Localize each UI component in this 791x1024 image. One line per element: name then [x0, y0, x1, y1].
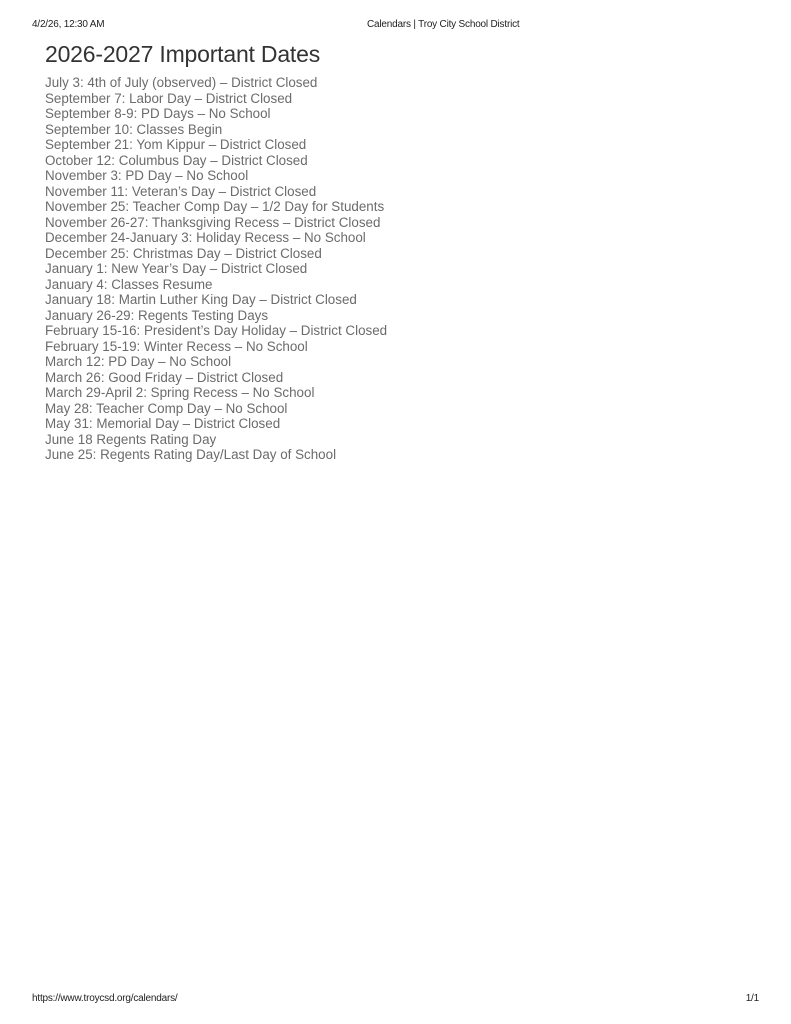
date-item: June 18 Regents Rating Day — [45, 431, 217, 447]
date-item: November 3: PD Day – No School — [45, 168, 249, 183]
date-item: September 10: Classes Begin — [45, 121, 223, 137]
date-item: January 4: Classes Resume — [45, 276, 213, 292]
date-item: March 12: PD Day – No School — [45, 354, 232, 369]
date-item: June 25: Regents Rating Day/Last Day of School — [45, 447, 337, 462]
date-item: March 26: Good Friday – District Closed — [45, 369, 284, 385]
print-page-title: Calendars | Troy City School District — [367, 19, 520, 30]
date-item: May 31: Memorial Day – District Closed — [45, 416, 281, 431]
date-item: February 15-19: Winter Recess – No School — [45, 338, 308, 354]
date-item: March 29-April 2: Spring Recess – No School — [45, 385, 315, 400]
date-item: January 26-29: Regents Testing Days — [45, 307, 269, 323]
date-item: October 12: Columbus Day – District Closed — [45, 152, 308, 168]
date-item: November 25: Teacher Comp Day – 1/2 Day for Students — [45, 199, 385, 214]
print-url: https://www.troycsd.org/calendars/ — [32, 993, 178, 1004]
date-item: January 18: Martin Luther King Day – District Closed — [45, 292, 357, 307]
date-item: July 3: 4th of July (observed) – District Closed — [45, 75, 318, 90]
date-item: December 24-January 3: Holiday Recess – No School — [45, 230, 366, 245]
date-item: September 21: Yom Kippur – District Closed — [45, 137, 307, 152]
date-item: December 25: Christmas Day – District Closed — [45, 245, 322, 261]
date-item: September 7: Labor Day – District Closed — [45, 90, 293, 106]
print-footer — [0, 993, 791, 1007]
main-content — [45, 40, 765, 463]
date-item: November 11: Veteran’s Day – District Closed — [45, 183, 317, 199]
date-item: February 15-16: President’s Day Holiday – District Closed — [45, 323, 388, 338]
print-page-number: 1/1 — [745, 993, 759, 1004]
date-item: May 28: Teacher Comp Day – No School — [45, 400, 288, 416]
print-datetime: 4/2/26, 12:30 AM — [32, 19, 105, 30]
date-item: September 8-9: PD Days – No School — [45, 106, 271, 121]
print-header — [0, 19, 791, 33]
date-item: January 1: New Year’s Day – District Closed — [45, 261, 308, 276]
important-dates-list — [45, 75, 765, 463]
date-item: November 26-27: Thanksgiving Recess – District Closed — [45, 214, 381, 230]
page-title: 2026-2027 Important Dates — [45, 41, 321, 67]
